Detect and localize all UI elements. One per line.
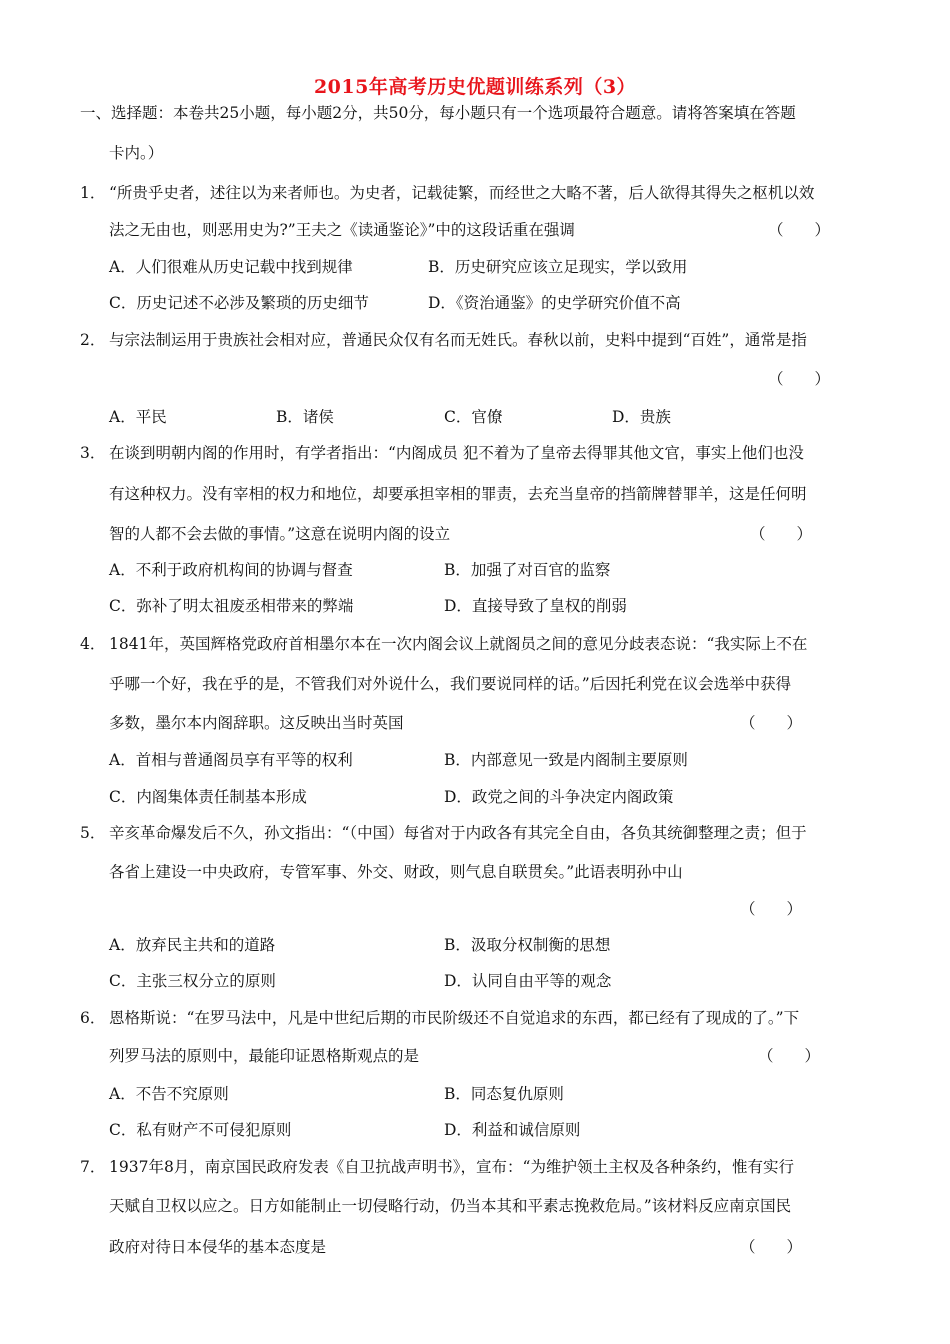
question-6-answer-bracket: （ ） xyxy=(758,1047,821,1065)
question-3-option-d: D．直接导致了皇权的削弱 xyxy=(444,597,627,615)
question-2-option-a: A．平民 xyxy=(109,408,167,426)
question-7-line-2: 天赋自卫权以应之。日方如能制止一切侵略行动，仍当本其和平素志挽救危局。”该材料反应南京国民 xyxy=(109,1197,792,1215)
question-4-option-c: C．内阁集体责任制基本形成 xyxy=(109,788,307,806)
question-3-option-c: C．弥补了明太祖废丞相带来的弊端 xyxy=(109,597,354,615)
question-4-line-2: 乎哪一个好，我在乎的是，不管我们对外说什么，我们要说同样的话。”后因托利党在议会选举中获得 xyxy=(109,675,792,693)
question-6-number: 6． xyxy=(80,1009,106,1027)
question-3-option-a: A．不利于政府机构间的协调与督查 xyxy=(109,561,353,579)
question-6-option-b: B．同态复仇原则 xyxy=(444,1085,564,1103)
question-6-option-a: A．不告不究原则 xyxy=(109,1085,229,1103)
question-5-option-c: C．主张三权分立的原则 xyxy=(109,972,276,990)
question-3-number: 3． xyxy=(80,444,106,462)
question-2-option-d: D．贵族 xyxy=(612,408,671,426)
question-1-option-b: B．历史研究应该立足现实，学以致用 xyxy=(428,258,688,276)
page-title: 2015年高考历史优题训练系列（3） xyxy=(313,76,637,98)
question-2-number: 2． xyxy=(80,331,106,349)
question-6-option-d: D．利益和诚信原则 xyxy=(444,1121,581,1139)
question-5-option-d: D．认同自由平等的观念 xyxy=(444,972,612,990)
question-4-option-d: D．政党之间的斗争决定内阁政策 xyxy=(444,788,674,806)
question-1-number: 1． xyxy=(80,184,106,202)
question-2-line-1: 与宗法制运用于贵族社会相对应，普通民众仅有名而无姓氏。春秋以前，史料中提到“百姓”，通常是指 xyxy=(109,331,807,349)
question-7-number: 7． xyxy=(80,1158,106,1176)
question-5-answer-bracket: （ ） xyxy=(740,900,803,918)
question-4-number: 4． xyxy=(80,635,106,653)
question-7-answer-bracket: （ ） xyxy=(740,1238,803,1256)
question-5-line-1: 辛亥革命爆发后不久，孙文指出：“（中国）每省对于内政各有其完全自由，各负其统御整理之责；但于 xyxy=(109,824,807,842)
question-2-answer-bracket: （ ） xyxy=(768,370,831,388)
question-2-option-b: B．诸侯 xyxy=(276,408,334,426)
question-4-line-1: 1841年，英国辉格党政府首相墨尔本在一次内阁会议上就阁员之间的意见分歧表态说：“我实际上不在 xyxy=(109,635,808,653)
question-5-number: 5． xyxy=(80,824,106,842)
instructions-line-2: 卡内。） xyxy=(109,144,164,162)
question-5-line-2: 各省上建设一中央政府，专管军事、外交、财政，则气息自联贯矣。”此语表明孙中山 xyxy=(109,863,683,881)
question-5-option-a: A．放弃民主共和的道路 xyxy=(109,936,276,954)
question-1-answer-bracket: （ ） xyxy=(768,221,831,239)
question-4-line-3: 多数，墨尔本内阁辞职。这反映出当时英国 xyxy=(109,714,404,732)
question-1-option-a: A．人们很难从历史记载中找到规律 xyxy=(109,258,353,276)
question-6-line-1: 恩格斯说：“在罗马法中，凡是中世纪后期的市民阶级还不自觉追求的东西，都已经有了现成的了。”下 xyxy=(109,1009,800,1027)
question-1-line-2: 法之无由也，则恶用史为?”王夫之《读通鉴论》”中的这段话重在强调 xyxy=(109,221,575,239)
question-7-line-1: 1937年8月，南京国民政府发表《自卫抗战声明书》，宣布：“为维护领土主权及各种条约，惟有实行 xyxy=(109,1158,794,1176)
question-6-line-2: 列罗马法的原则中，最能印证恩格斯观点的是 xyxy=(109,1047,420,1065)
question-3-answer-bracket: （ ） xyxy=(750,525,813,543)
question-1-option-d: D．《资治通鉴》的史学研究价值不高 xyxy=(428,294,681,312)
question-1-option-c: C．历史记述不必涉及繁琐的历史细节 xyxy=(109,294,369,312)
instructions-line-1: 一、选择题：本卷共25小题，每小题2分，共50分，每小题只有一个选项最符合题意。请将答案填在答题 xyxy=(80,104,796,122)
question-4-option-b: B．内部意见一致是内阁制主要原则 xyxy=(444,751,688,769)
question-6-option-c: C．私有财产不可侵犯原则 xyxy=(109,1121,292,1139)
question-3-line-3: 智的人都不会去做的事情。”这意在说明内阁的设立 xyxy=(109,525,451,543)
question-3-line-1: 在谈到明朝内阁的作用时，有学者指出：“内阁成员 犯不着为了皇帝去得罪其他文官，事实上他们也没 xyxy=(109,444,804,462)
question-5-option-b: B．汲取分权制衡的思想 xyxy=(444,936,611,954)
question-2-option-c: C．官僚 xyxy=(444,408,503,426)
question-4-option-a: A．首相与普通阁员享有平等的权利 xyxy=(109,751,353,769)
question-4-answer-bracket: （ ） xyxy=(740,714,803,732)
question-1-line-1: “所贵乎史者，述往以为来者师也。为史者，记载徒繁，而经世之大略不著，后人欲得其得失之枢机以效 xyxy=(109,184,815,202)
question-3-line-2: 有这种权力。没有宰相的权力和地位，却要承担宰相的罪责，去充当皇帝的挡箭牌替罪羊，这是任何明 xyxy=(109,485,807,503)
question-3-option-b: B．加强了对百官的监察 xyxy=(444,561,611,579)
question-7-line-3: 政府对待日本侵华的基本态度是 xyxy=(109,1238,327,1256)
